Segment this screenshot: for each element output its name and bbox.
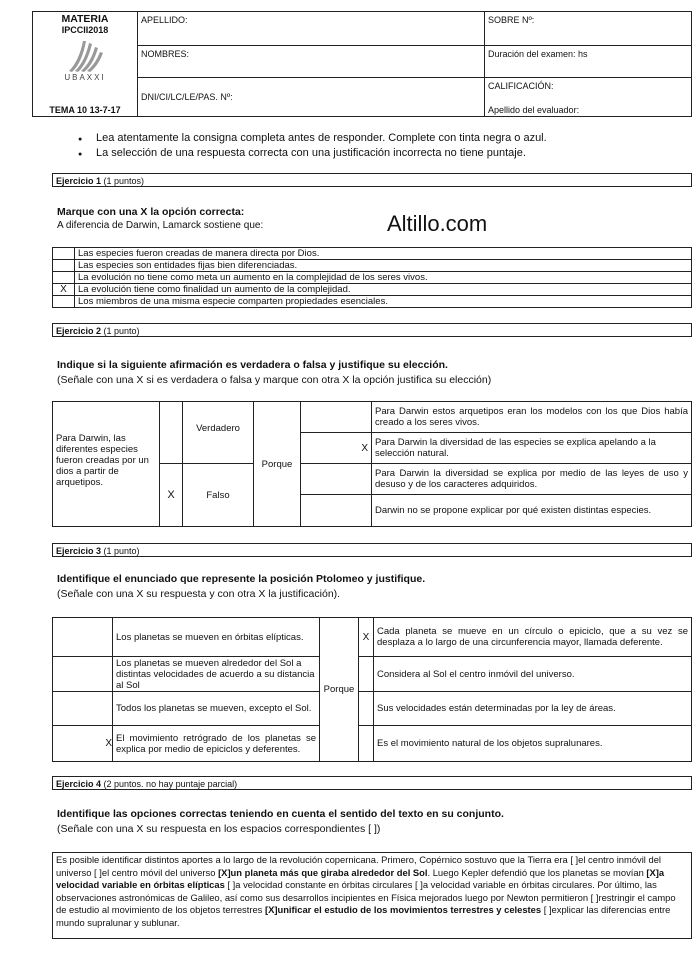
justification-checkbox[interactable] [359,726,374,762]
justification-checkbox[interactable] [301,402,372,433]
duration-field[interactable]: Duración del examen: hs [485,46,692,78]
porque-label: Porque [320,618,359,762]
true-label: Verdadero [183,402,254,464]
exercise-points: (1 punto) [101,546,140,556]
grade-cell[interactable] [485,78,692,117]
exercise-3-table [52,617,692,762]
justification-text: Darwin no se propone explicar por qué existen distintas especies. [372,495,692,527]
ubaxxi-logo-icon [65,39,105,73]
option-checkbox[interactable] [53,260,75,272]
exam-topic: TEMA 10 13-7-17 [49,105,121,115]
option-text: Las especies fueron creadas de manera directa por Dios. [75,248,692,260]
option-checkbox[interactable] [53,618,113,657]
grade-field: CALIFICACIÓN: [488,81,554,91]
exercise-1-header [52,173,692,187]
watermark-text: Altillo.com [387,211,488,236]
porque-label: Porque [254,402,301,527]
option-checkbox[interactable] [53,657,113,692]
statement-cell: Para Darwin, las diferentes especies fueron creadas por un dios a partir de arquetipos. [53,402,160,527]
exercise-points: (1 punto) [101,326,140,336]
exercise-title: Ejercicio 4 [56,779,102,789]
exercise-points: (2 puntos. no hay puntaje parcial) [101,779,238,789]
exercise-title: Ejercicio 3 [56,546,102,556]
exercise-2-question: Indique si la siguiente afirmación es verdadera o falsa y justifique su elección. [57,359,448,371]
instructions-list [74,131,674,161]
justification-text: Para Darwin la diversidad de las especies se explica apelando a la selección natural. [372,433,692,464]
option-checkbox[interactable]: X [53,284,75,296]
option-checkbox[interactable]: X [53,726,113,762]
exercise-points: (1 puntos) [101,176,145,186]
exercise-3-question: Identifique el enunciado que represente la posición Ptolomeo y justifique. [57,573,426,585]
justification-text: Para Darwin la diversidad se explica por medio de las leyes de uso y desuso y de los caracteres adquiridos. [372,464,692,495]
exercise-1-question: Marque con una X la opción correcta: [57,206,245,218]
passage-text: [ ]explicar las diferencias entre mundo supralunar y sublunar. [56,904,671,928]
passage-text: . Luego Kepler defendió que los planetas se movían [427,866,647,878]
passage-text: Es posible identificar distintos aportes a lo largo de la revolución copernicana. Primero, Copérnico sostuvo que la Tierra era [ ]el centro inmóvil del universo [ ]el centro móvil del universo [56,854,661,878]
passage-answer: [X]unificar el estudio de los movimientos terrestres y celestes [264,904,542,916]
evaluator-field: Apellido del evaluador: [488,105,580,115]
exercise-3-subtitle: (Señale con una X su respuesta y con otra X la justificación). [57,588,341,600]
option-checkbox[interactable] [53,296,75,308]
id-field[interactable]: DNI/CI/LC/LE/PAS. Nº: [138,78,485,117]
justification-checkbox[interactable]: X [301,433,372,464]
passage-text: [ ]a velocidad constante en órbitas circulares [ ]a velocidad variable en órbitas circulares. Por último, las observaciones astronómicas de Galileo, así como sus desarrollos incipientes en Física mejorados luego por Newton permitieron [ ]restringir el campo de estudio al movimiento de los objetos terrestres [56,879,676,916]
exercise-4-passage[interactable] [52,852,692,939]
justification-checkbox[interactable] [301,495,372,527]
option-text: Los planetas se mueven alrededor del Sol a distintas velocidades de acuerdo a su distancia al Sol [113,657,320,692]
option-checkbox[interactable] [53,692,113,726]
justification-text: Cada planeta se mueve en un círculo o epiciclo, que a su vez se desplaza a lo largo de una circunferencia mayor, llamada deferente. [374,618,692,657]
exercise-title: Ejercicio 1 [56,176,102,186]
surname-field[interactable]: APELLIDO: [138,12,485,46]
justification-checkbox[interactable] [359,657,374,692]
exercise-3-header [52,543,692,557]
subject-label: MATERIA [61,13,109,25]
option-text: Las especies son entidades fijas bien diferenciadas. [75,260,692,272]
exercise-2-table [52,401,692,527]
option-text: La evolución tiene como finalidad un aumento de la complejidad. [75,284,692,296]
option-text: Los planetas se mueven en órbitas elípticas. [113,618,320,657]
true-checkbox[interactable] [160,402,183,464]
passage-answer: [X]a velocidad variable en órbitas elípticas [56,866,665,891]
exercise-4-question: Identifique las opciones correctas teniendo en cuenta el sentido del texto en su conjunto. [57,808,504,820]
logo-text: UBAXXI [64,73,106,82]
false-label: Falso [183,464,254,527]
option-text: La evolución no tiene como meta un aumento en la complejidad de los seres vivos. [75,272,692,284]
option-text: El movimiento retrógrado de los planetas se explica por medio de epiciclos y deferentes. [113,726,320,762]
option-text: Los miembros de una misma especie comparten propiedades esenciales. [75,296,692,308]
exercise-1-prompt: A diferencia de Darwin, Lamarck sostiene que: [57,220,264,231]
option-checkbox[interactable] [53,272,75,284]
passage-answer: [X]un planeta más que giraba alrededor del Sol [218,866,428,878]
subject-cell [33,12,138,117]
justification-checkbox[interactable] [359,692,374,726]
names-field[interactable]: NOMBRES: [138,46,485,78]
subject-code: IPCCII2018 [61,25,109,35]
exercise-2-header [52,323,692,337]
instruction-item: ● Lea atentamente la consigna completa antes de responder. Complete con tinta negra o azul. [74,131,674,146]
justification-checkbox[interactable]: X [359,618,374,657]
option-text: Todos los planetas se mueven, excepto el Sol. [113,692,320,726]
exercise-1-options [52,247,692,308]
instruction-item: ● La selección de una respuesta correcta con una justificación incorrecta no tiene puntaje. [74,146,674,161]
justification-text: Para Darwin estos arquetipos eran los modelos con los que Dios había creado a los seres vivos. [372,402,692,433]
justification-text: Sus velocidades están determinadas por la ley de áreas. [374,692,692,726]
false-checkbox[interactable]: X [160,464,183,527]
justification-text: Considera al Sol el centro inmóvil del universo. [374,657,692,692]
justification-checkbox[interactable] [301,464,372,495]
exercise-title: Ejercicio 2 [56,326,102,336]
justification-text: Es el movimiento natural de los objetos supralunares. [374,726,692,762]
exam-header [32,11,692,117]
envelope-field[interactable]: SOBRE Nº: [485,12,692,46]
option-checkbox[interactable] [53,248,75,260]
exercise-4-header [52,776,692,790]
exercise-2-subtitle: (Señale con una X si es verdadera o falsa y marque con otra X la opción justifica su elección) [57,374,492,386]
exercise-4-subtitle: (Señale con una X su respuesta en los espacios correspondientes [ ]) [57,823,381,835]
